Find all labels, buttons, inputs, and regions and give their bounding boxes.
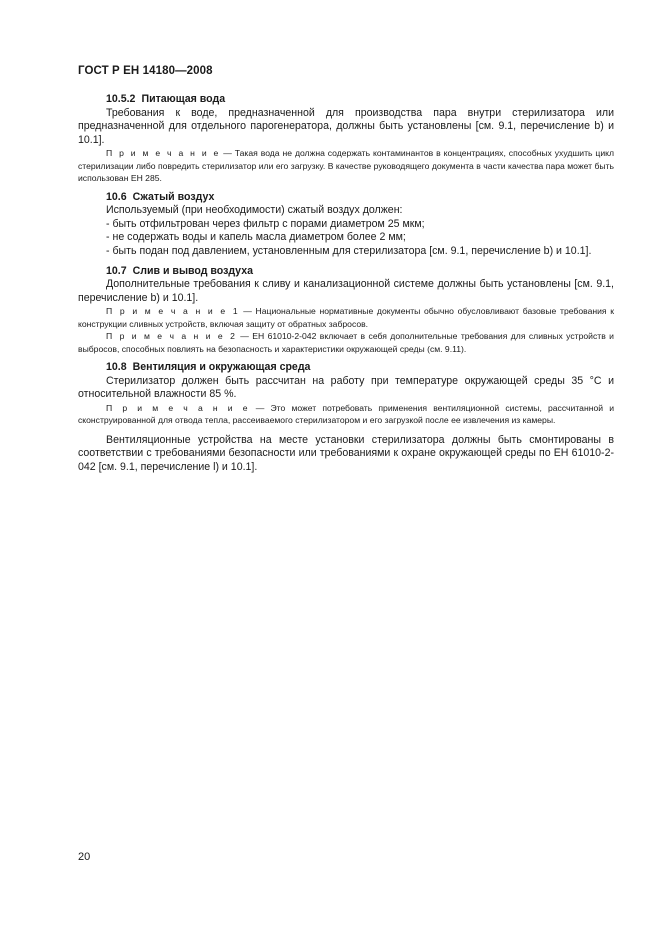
list-item: - не содержать воды и капель масла диаметром более 2 мм; — [106, 231, 406, 244]
section-heading-10-6 — [78, 191, 614, 205]
note-text: — Национальные нормативные документы обычно обусловливают базовые требования к конструкции сливных устройств, включая защиту от обратных забросов. — [78, 306, 614, 329]
section-title: Сжатый воздух — [132, 190, 215, 203]
paragraph-drainage: Дополнительные требования к сливу и канализационной системе должны быть установлены [см. 9.1, перечисление b) и 10.1]. — [78, 278, 614, 304]
note-label: П р и м е ч а н и е 2 — [106, 331, 237, 342]
section-title: Вентиляция и окружающая среда — [132, 360, 311, 373]
note-label: П р и м е ч а н и е — [106, 148, 221, 159]
page-number: 20 — [78, 851, 91, 863]
list-item: - быть отфильтрован через фильтр с порами диаметром 25 мкм; — [106, 217, 425, 230]
note-drainage-2 — [78, 330, 614, 355]
section-number: 10.7 — [106, 264, 127, 277]
note-text: — Это может потребовать применения вентиляционной системы, рассчитанной и сконструированной для отвода тепла, рассеиваемого стерилизатором и его загрузкой после ее извлечения из камеры. — [78, 402, 614, 426]
note-label: П р и м е ч а н и е 1 — [106, 306, 240, 317]
section-number: 10.5.2 — [106, 93, 136, 105]
document-header: ГОСТ Р ЕН 14180—2008 — [78, 65, 213, 77]
note-ventilation — [78, 402, 614, 427]
section-number: 10.6 — [106, 190, 127, 203]
section-title: Слив и вывод воздуха — [132, 264, 253, 277]
document-body — [78, 93, 614, 474]
section-title: Питающая вода — [141, 93, 226, 105]
list-item: - быть подан под давлением, установленным для стерилизатора [см. 9.1, перечисление b) и 10.1]. — [106, 244, 592, 257]
note-drainage-1 — [78, 305, 614, 330]
note-text: — Такая вода не должна содержать контаминантов в концентрациях, способных ухудшить цикл стерилизации либо повредить стерилизатор или его загрузку. В качестве руководящего документа в части качества пара может быть использован ЕН 285. — [78, 148, 615, 184]
note-feed-water — [78, 147, 614, 184]
section-number: 10.8 — [106, 360, 127, 373]
paragraph-compressed-air-intro: Используемый (при необходимости) сжатый воздух должен: — [106, 204, 403, 217]
section-heading-10-8 — [78, 361, 614, 375]
note-text: — ЕН 61010-2-042 включает в себя дополнительные требования для сливных устройств и выбросов, способных повлиять на безопасность и характеристики окружающей среды (см. 9.11). — [78, 331, 614, 354]
paragraph-ventilation-devices: Вентиляционные устройства на месте установки стерилизатора должны быть смонтированы в соответствии с требованиями безопасности или требованиями к охране окружающей среды по ЕН 61010-2-042 [см. 9.1, перечисление l) и 10.1]. — [78, 433, 614, 473]
paragraph-feed-water: Требования к воде, предназначенной для производства пара внутри стерилизатора или предназначенной для отдельного парогенератора, должны быть установлены [см. 9.1, перечисление b) и 10.1]. — [78, 106, 614, 146]
note-label: П р и м е ч а н и е — [106, 402, 250, 413]
section-heading-10-7 — [78, 265, 614, 279]
paragraph-ambient-conditions: Стерилизатор должен быть рассчитан на работу при температуре окружающей среды 35 °C и относительной влажности 85 %. — [78, 374, 614, 401]
section-heading-10-5-2 — [78, 93, 614, 107]
